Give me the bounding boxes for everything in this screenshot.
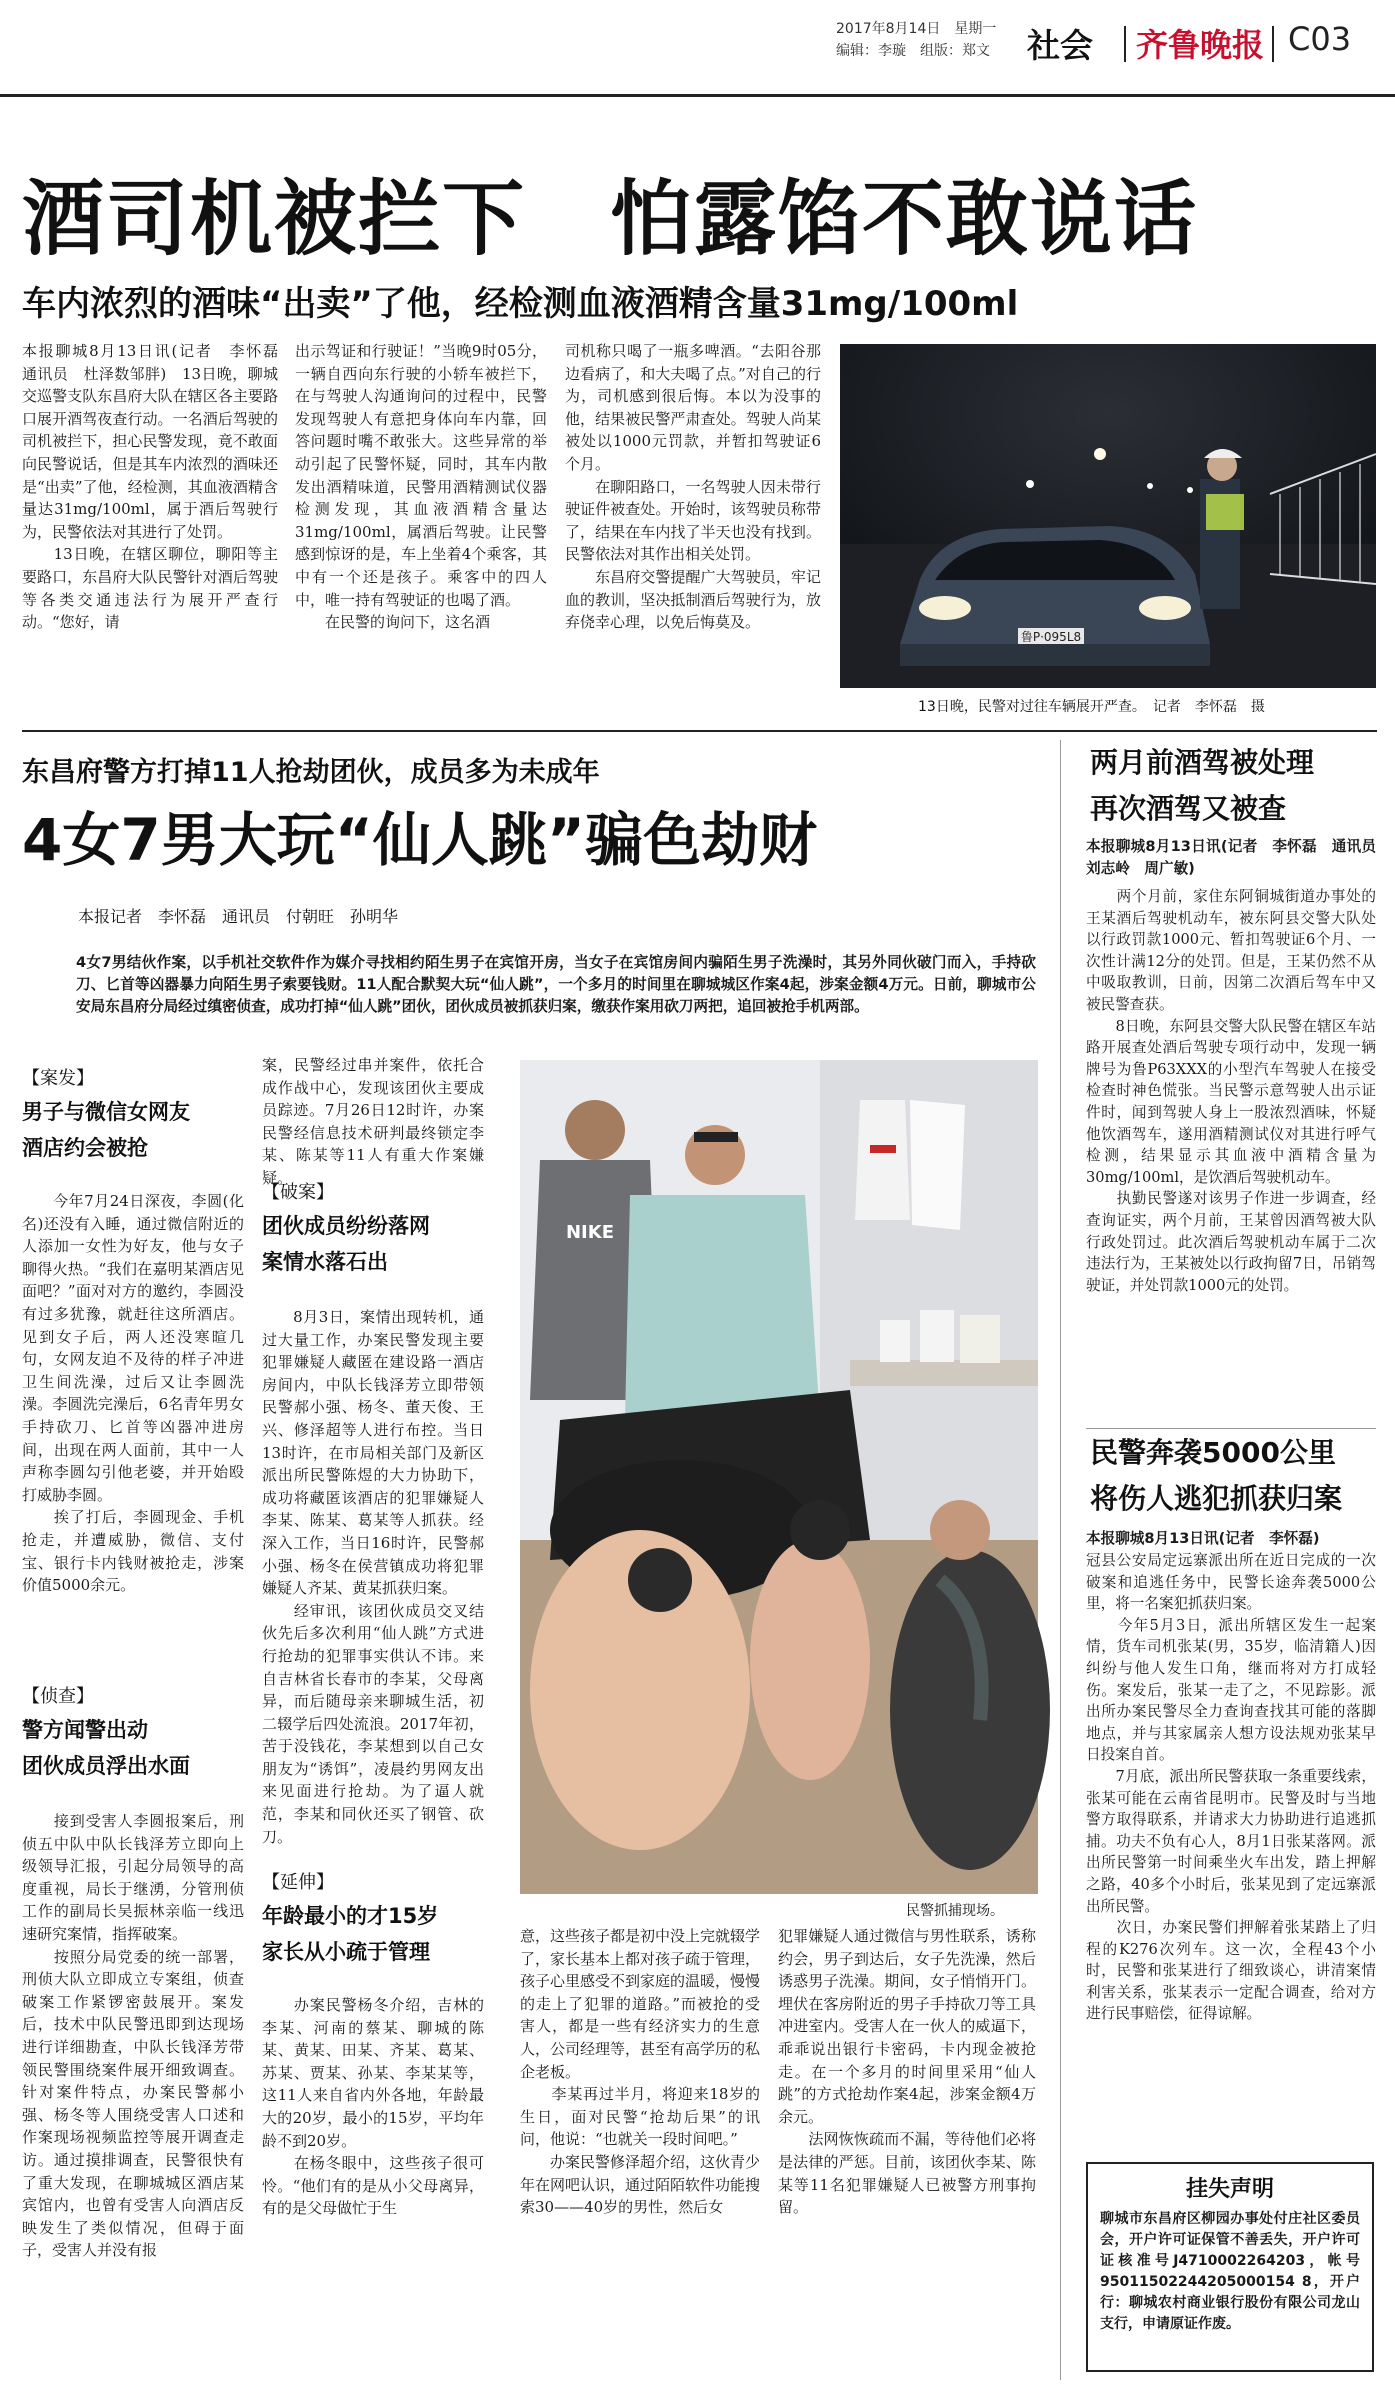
story3-headline: 两月前酒驾被处理 再次酒驾又被查 (1090, 746, 1315, 825)
story2-colA2: 接到受害人李圆报案后，刑侦五中队中队长钱泽芳立即向上级领导汇报，引起分局领导的高度重视，局长于继湧，分管刑侦工作的副局长吴振林亲临一线迅速研究案情，指挥破案。 按照分局党委的统一部署，刑侦大队立即成立专案组，侦查破案工作紧锣密鼓展开。案发后，技术中队民警迅即到达现场进行详细勘查，中队长钱泽芳带领民警围绕案件展开细致调查。针对案件特点，办案民警郝小强、杨冬等人围绕受害人口述和作案现场视频监控等展开调查走访。通过摸排调查，民警很快有了重大发现，在聊城城区酒店某宾馆内，也曾有受害人向酒店反映发生了类似情况，但碍于面子，受害人并没有报 (22, 1812, 244, 2260)
story2-colB1: 案，民警经过串并案件，依托合成作战中心，发现该团伙主要成员踪迹。7月26日12时许，办案民警经信息技术研判最终锁定李某、陈某等11人有重大作案嫌疑。 (262, 1056, 484, 1187)
header-divider (1272, 26, 1274, 62)
story2-photo-caption: 民警抓捕现场。 (906, 1903, 1004, 1919)
notice-title: 挂失声明 (1185, 2177, 1274, 2202)
subhead-case: 男子与微信女网友 酒店约会被抢 (22, 1100, 190, 1160)
story1-photo-caption: 13日晚，民警对过往车辆展开严查。 记者 李怀磊 摄 (918, 699, 1265, 715)
story4-body: 冠县公安局定远寨派出所在近日完成的一次破案和追逃任务中，民警长途奔袭5000公里，将一名案犯抓获归案。 今年5月3日，派出所辖区发生一起案情，货车司机张某(男，35岁，临清籍人)因纠纷与他人发生口角，继而将对方打成轻伤。案发后，张某一走了之，不见踪影。派出所办案民警尽全力查询查找其可能的落脚地点，并与其家属亲人想方设法规劝张某早日投案自首。 7月底，派出所民警获取一条重要线索，张某可能在云南省昆明市。民警及时与当地警方取得联系，并请求大力协助进行追逃抓捕。功夫不负有心人，8月1日张某落网。派出所民警第一时间乘坐火车出发，踏上押解之路，40多个小时后，张某见到了定远寨派出所民警。 次日，办案民警们押解着张某踏上了归程的K276次列车。这一次，全程43个小时，民警和张某进行了细致谈心，讲清案情利害关系，张某表示一定配合调查，给对方进行民事赔偿，征得谅解。 (1086, 1552, 1376, 2023)
story1-col3: 司机称只喝了一瓶多啤酒。“去阳谷那边看病了，和大夫喝了点。”对自己的行为，司机感到很后悔。本以为没事的他，结果被民警严肃查处。驾驶人尚某被处以1000元罚款，并暂扣驾驶证6个月。 在聊阳路口，一名驾驶人因未带行驶证件被查处。开始时，该驾驶员称带了，结果在车内找了半天也没有找到。民警依法对其作出相关处罚。 东昌府交警提醒广大驾驶员，牢记血的教训，坚决抵制酒后驾驶行为，放弃侥幸心理，以免后悔莫及。 (565, 342, 821, 632)
story2-photo (520, 1060, 1038, 1894)
story1-photo (840, 344, 1376, 688)
subhead-investigation: 警方闻警出动 团伙成员浮出水面 (22, 1718, 190, 1778)
story2-colB3: 办案民警杨冬介绍，吉林的李某、河南的蔡某、聊城的陈某、黄某、田某、齐某、葛某、苏某、贾某、孙某、李某某等，这11人来自省内外各地，年龄最大的20岁，最小的15岁，平均年龄不到20岁。 在杨冬眼中，这些孩子很可怜。“他们有的是从小父母离异，有的是父母做忙于生 (262, 1996, 484, 2218)
header-rule (0, 94, 1395, 97)
story1-col1: 本报聊城8月13日讯(记者 李怀磊 通讯员 杜泽数邹胖) 13日晚，聊城交巡警支队东昌府大队在辖区各主要路口展开酒驾夜查行动。一名酒后驾驶的司机被拦下，担心民警发现，竟不敢面向民警说话，但是其车内浓烈的酒味还是“出卖”了他，经检测，其血液酒精含量达31mg/100ml，属于酒后驾驶行为，民警依法对其进行了处罚。 13日晚，在辖区聊位，聊阳等主要路口，东昌府大队民警针对酒后驾驶等各类交通违法行为展开严查行动。“您好，请 (22, 342, 278, 632)
notice-body: 聊城市东昌府区柳园办事处付庄社区委员会，开户许可证保管不善丢失，开户许可证核准号J4710002264203，帐号95011502244205000154 8，开户行：聊城农村商业银行股份有限公司龙山支行，申请原证作废。 (1100, 2211, 1360, 2332)
story2-colA1: 今年7月24日深夜，李圆(化名)还没有入睡，通过微信附近的人添加一女性为好友，他与女子聊得火热。“我们在嘉明某酒店见面吧？”面对对方的邀约，李圆没有过多犹豫，就赶往这所酒店。见到女子后，两人还没寒暄几句，女网友迫不及待的样子冲进卫生间洗澡，过后又让李圆洗澡。李圆洗完澡后，6名青年男女手持砍刀、匕首等凶器冲进房间，出现在两人面前，其中一人声称李圆勾引他老婆，并开始殴打威胁李圆。 挨了打后，李圆现金、手机抢走，并遭威胁，微信、支付宝、银行卡内钱财被抢走，涉案价值5000余元。 (22, 1192, 244, 1595)
story2-colB2: 8月3日，案情出现转机，通过大量工作，办案民警发现主要犯罪嫌疑人藏匿在建设路一酒店房间内，中队长钱泽芳立即带领民警郝小强、杨冬、董天俊、王兴、修泽超等人进行布控。当日13时许，在市局相关部门及新区派出所民警陈煜的大力协助下，成功将藏匿该酒店的犯罪嫌疑人李某、陈某、葛某等人抓获。经深入工作，当日16时许，民警郝小强、杨冬在侯营镇成功将犯罪嫌疑人齐某、黄某抓获归案。 经审讯，该团伙成员交叉结伙先后多次利用“仙人跳”方式进行抢劫的犯罪事实供认不讳。来自吉林省长春市的李某，父母离异，而后随母亲来聊城生活，初二辍学后四处流浪。2017年初，苦于没钱花，李某想到以自己女朋友为“诱饵”，凌晨约男网友出来见面进行抢劫。为了逼人就范，李某和同伙还买了钢管、砍刀。 (262, 1308, 484, 1846)
story2-colC1: 意，这些孩子都是初中没上完就辍学了，家长基本上都对孩子疏于管理，孩子心里感受不到家庭的温暖，慢慢的走上了犯罪的道路。”而被抢的受害人，都是一些有经济实力的生意人，公司经理等，甚至有高学历的私企老板。 李某再过半月，将迎来18岁的生日，面对民警“抢劫后果”的讯问，他说：“也就关一段时间吧。” 办案民警修泽超介绍，这伙青少年在网吧认识，通过陌陌软件功能搜索30——40岁的男性，然后女 (520, 1927, 761, 2217)
column-divider (1060, 740, 1061, 2380)
story3-byline: 本报聊城8月13日讯(记者 李怀磊 通讯员 刘志岭 周广敏) (1086, 838, 1391, 877)
story2-lead: 4女7男结伙作案，以手机社交软件作为媒介寻找相约陌生男子在宾馆开房，当女子在宾馆房间内骗陌生男子洗澡时，其另外同伙破门而入，手持砍刀、匕首等凶器暴力向陌生男子索要钱财。11人配合默契大玩“仙人跳”，一个多月的时间里在聊城城区作案4起，涉案金额4万元。日前，聊城市公安局东昌府分局经过缜密侦查，成功打掉“仙人跳”团伙，团伙成员被抓获归案，缴获作案用砍刀两把，追回被抢手机两部。 (76, 954, 1036, 1015)
page-number: C03 (1288, 20, 1352, 58)
story2-kicker: 东昌府警方打掉11人抢劫团伙，成员多为未成年 (22, 757, 600, 788)
notice-box (1086, 2162, 1374, 2372)
story4-byline: 本报聊城8月13日讯(记者 李怀磊) (1086, 1530, 1320, 1547)
license-plate: 鲁P·095L8 (1020, 630, 1082, 644)
story3-body: 两个月前，家住东阿铜城街道办事处的王某酒后驾驶机动车，被东阿县交警大队处以行政罚款1000元、暂扣驾驶证6个月、一次性计满12分的处罚。但是，王某仍然不从中吸取教训，日前，因第二次酒后驾车中又被民警查获。 8日晚，东阿县交警大队民警在辖区车站路开展查处酒后驾驶专项行动中，发现一辆牌号为鲁P63XXX的小型汽车驾驶人在接受检查时神色慌张。当民警示意驾驶人出示证件时，闻到驾驶人身上一股浓烈酒味，怀疑他饮酒驾车，遂用酒精测试仪对其进行呼气检测，结果显示其血液中酒精含量为30mg/100ml，是饮酒后驾驶机动车。 执勤民警遂对该男子作进一步调查，经查询证实，两个月前，王某曾因酒驾被大队行政处罚过。此次酒后驾驶机动车属于二次违法行为，王某被处以行政拘留7日，吊销驾驶证，并处罚款1000元的处罚。 (1086, 888, 1376, 1294)
shirt-logo: NIKE (565, 1222, 615, 1243)
tag-solved: 【破案】 (262, 1182, 334, 1203)
header-section: 社会 (1027, 26, 1093, 65)
tag-investigation: 【侦查】 (22, 1686, 94, 1707)
story1-headline: 酒司机被拦下 怕露馅不敢说话 (22, 172, 1199, 267)
subhead-solved: 团伙成员纷纷落网 案情水落石出 (262, 1214, 430, 1274)
story4-headline: 民警奔袭5000公里 将伤人逃犯抓获归案 (1090, 1436, 1343, 1515)
story2-headline: 4女7男大玩“仙人跳”骗色劫财 (22, 806, 817, 874)
story2-colC2: 犯罪嫌疑人通过微信与男性联系，诱称约会，男子到达后，女子先洗澡，然后诱惑男子洗澡。期间，女子悄悄开门。埋伏在客房附近的男子手持砍刀等工具冲进室内。受害人在一伙人的威逼下，乖乖说出银行卡密码，卡内现金被抢走。在一个多月的时间里采用“仙人跳”的方式抢劫作案4起，涉案金额4万余元。 法网恢恢疏而不漏，等待他们必将是法律的严惩。目前，该团伙李某、陈某等11名犯罪嫌疑人已被警方刑事拘留。 (778, 1927, 1036, 2217)
tag-case: 【案发】 (22, 1068, 94, 1089)
story2-byline: 本报记者 李怀磊 通讯员 付朝旺 孙明华 (78, 907, 399, 926)
story-divider (1086, 1428, 1376, 1429)
header-editors: 编辑：李璇 组版：郑文 (836, 43, 990, 59)
subhead-extension: 年龄最小的才15岁 家长从小疏于管理 (262, 1904, 439, 1964)
story1-subhead: 车内浓烈的酒味“出卖”了他，经检测血液酒精含量31mg/100ml (22, 284, 1019, 324)
tag-extension: 【延伸】 (262, 1872, 334, 1893)
header-date: 2017年8月14日 星期一 (836, 21, 997, 37)
story1-col2: 出示驾证和行驶证！”当晚9时05分，一辆自西向东行驶的小轿车被拦下，在与驾驶人沟通询问的过程中，民警发现驾驶人有意把身体向车内靠，回答问题时嘴不敢张大。这些异常的举动引起了民警怀疑，同时，其车内散发出酒精味道，民警用酒精测试仪器检测发现，其血液酒精含量达31mg/100ml，属酒后驾驶。让民警感到惊讶的是，车上坐着4个乘客，其中有一个还是孩子。乘客中的四人中，唯一持有驾驶证的也喝了酒。 在民警的询问下，这名酒 (295, 342, 547, 632)
brand-logo: 齐鲁晚报 (1136, 26, 1265, 64)
section-rule (22, 730, 1377, 732)
header-divider (1124, 26, 1126, 62)
